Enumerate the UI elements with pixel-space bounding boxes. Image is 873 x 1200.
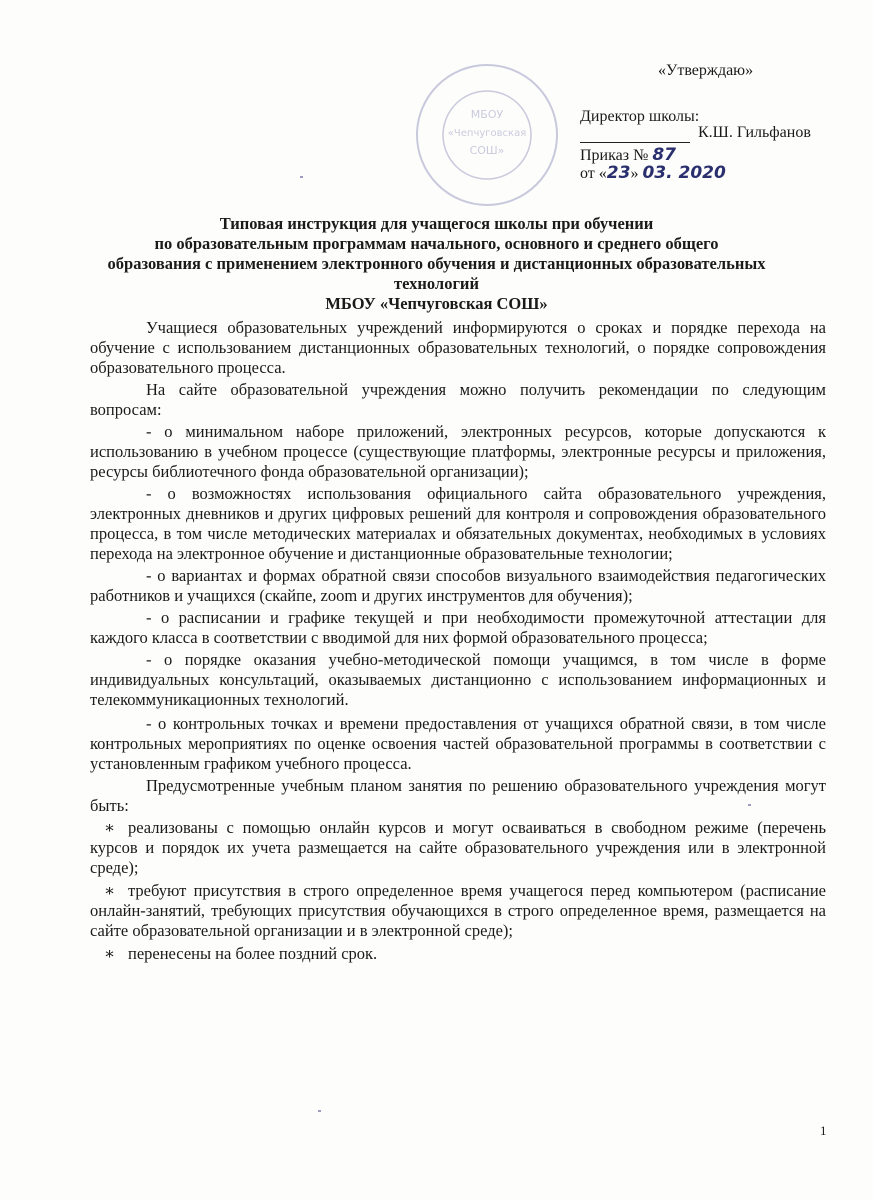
bullet-item [90,944,826,964]
scan-speck [318,1110,321,1112]
title-line-4: технологий [394,274,479,293]
bullet-item [90,881,826,941]
date-month-year: 03. 2020 [642,163,726,183]
stamp-line-2: «Чепчуговская [447,128,527,139]
list-item-website: - о возможностях использования официального сайта образовательного учреждения, электронных дневников и других цифровых решений для контроля и сопровождения образовательного процесса, в том числе методических материалах и обязательных документах, необходимых в условиях перехода на электронное обучение и дистанционные образовательные технологии; [90,484,826,563]
paragraph-planned-classes: Предусмотренные учебным планом занятия по решению образовательного учреждения могут быть: [90,776,826,815]
bullet-mark: ∗ [104,881,116,900]
paragraph-intro: Учащиеся образовательных учреждений информируются о сроках и порядке перехода на обучение с использованием дистанционных образовательных технологий, о порядке сопровождения образовательного процесса. [90,318,826,377]
stamp-line-3: СОШ» [469,144,505,157]
order-label: Приказ № [580,147,649,164]
scan-speck [300,176,303,178]
page-number: 1 [820,1123,827,1138]
bullet-mark: ∗ [104,818,116,837]
list-item-help: - о порядке оказания учебно-методической помощи учащимся, в том числе в форме индивидуальных консультаций, оказываемых дистанционно с использованием информационных и телекоммуникационных технологий. [90,650,826,709]
director-name: К.Ш. Гильфанов [698,124,811,141]
director-label: Директор школы: [580,108,700,125]
title-line-5: МБОУ «Чепчуговская СОШ» [325,294,548,313]
date-prefix: от « [580,165,607,182]
school-stamp-seal [412,60,562,210]
list-item-checkpoints: - о контрольных точках и времени предоставления от учащихся обратной связи, в том числе контрольных мероприятиях по оценке освоения частей образовательной программы в соответствии с установленным графиком учебного процесса. [90,714,826,773]
date-day: 23 [606,163,631,183]
approve-label: «Утверждаю» [658,62,754,79]
bullet-item [90,818,826,878]
bullet-text: перенесены на более поздний срок. [128,944,378,963]
list-item-feedback: - о вариантах и формах обратной связи способов визуального взаимодействия педагогических работников и учащихся (скайпе, zoom и других инструментов для обучения); [90,566,826,605]
stamp-line-1: МБОУ [470,108,504,121]
list-item-applications: - о минимальном наборе приложений, электронных ресурсов, которые допускаются к использованию в учебном процессе (существующие платформы, электронные ресурсы и приложения, ресурсы библиотечного фонда образовательной организации); [90,422,826,481]
date-mid: » [630,165,639,182]
list-item-schedule: - о расписании и графике текущей и при необходимости промежуточной аттестации для каждого класса в соответствии с вводимой для них формой образовательного процесса; [90,608,826,647]
title-line-2: по образовательным программам начального, основного и среднего общего [154,234,719,253]
order-date-line [580,162,726,185]
title-line-1: Типовая инструкция для учащегося школы при обучении [219,214,654,233]
bullet-mark: ∗ [104,944,116,963]
order-number: 87 [652,145,677,165]
bullet-text: реализованы с помощью онлайн курсов и могут осваиваться в свободном режиме (перечень курсов и порядок их учета размещается на сайте образовательного учреждения или в электронной среде); [90,818,826,877]
title-line-3: образования с применением электронного обучения и дистанционных образовательных [107,254,766,273]
paragraph-recommendations: На сайте образовательной учреждения можно получить рекомендации по следующим вопросам: [90,380,826,419]
signature-line [580,122,690,143]
document-body [90,318,826,967]
bullet-text: требуют присутствия в строго определенное время учащегося перед компьютером (расписание онлайн-занятий, требующих присутствия обучающихся в строго определенное время, размещается на сайте образовательной организации и в электронной среде); [90,881,826,940]
document-title [20,214,853,314]
